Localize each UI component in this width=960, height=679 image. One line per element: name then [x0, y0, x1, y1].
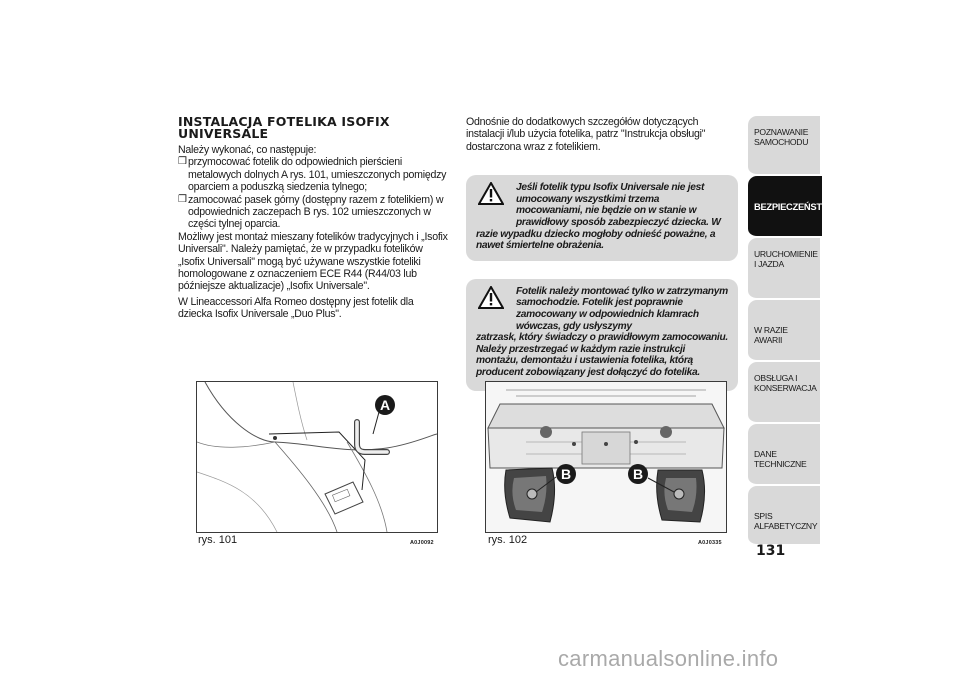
tab-label: OBSŁUGA I KONSERWACJA [754, 373, 817, 393]
figure-102-code: A0J0335 [698, 540, 722, 546]
checkbox-bullet-icon: ❒ [178, 193, 187, 205]
warning-box [466, 279, 738, 391]
tether-anchors-illustration [486, 382, 726, 532]
figure-102-caption: rys. 102 [488, 534, 528, 546]
tab-label: W RAZIE AWARII [754, 325, 788, 345]
paragraph: W Lineaccessori Alfa Romeo dostępny jest fotelik dla dziecka Isofix Universale „Duo Plus". [178, 295, 414, 321]
left-column [178, 116, 450, 321]
section-title [178, 116, 450, 140]
figure-101-caption: rys. 101 [198, 534, 238, 546]
tab-w-razie-awarii[interactable] [748, 300, 820, 362]
tab-label: SPIS ALFABETYCZNY [754, 511, 818, 531]
page-number: 131 [756, 543, 786, 559]
warning-text-head: Jeśli fotelik typu Isofix Universale nie jest umocowany wszystkimi trzema mocowaniami, nie będzie on w stanie w prawidłowy sposób zabezpieczyć dziecka. W [516, 182, 721, 228]
warning-text [476, 182, 728, 252]
tab-spis-alfabetyczny[interactable] [748, 486, 820, 546]
bullet-item [178, 156, 450, 193]
watermark: carmanualsonline.info [558, 646, 779, 671]
bullet-text: przymocować fotelik do odpowiednich pierścieni metalowych dolnych A rys. 101, umieszczonych pomiędzy oparciem a poduszką siedzenia tylnego; [188, 156, 447, 194]
marker-a-label: A [379, 397, 391, 413]
warning-triangle-icon [478, 286, 504, 309]
tab-poznawanie-samochodu[interactable] [748, 116, 820, 176]
bullet-item [178, 194, 450, 231]
intro-text: Odnośnie do dodatkowych szczegółów dotyczących instalacji i/lub użycia fotelika, patrz "Instrukcja obsługi" dostarczona wraz z fotelikiem. [466, 116, 706, 153]
section-title-line2: UNIVERSALE [178, 126, 269, 141]
intro-text: Należy wykonać, co następuje: [178, 144, 317, 156]
figure-101-code: A0J0092 [410, 540, 434, 546]
warning-text-tail: zatrzask, który świadczy o prawidłowym zamocowaniu. Należy przestrzegać w każdym razie instrukcji montażu, demontażu i ustawienia fotelika, którą producent zobowiązany jest dołączyć do fotelika. [476, 332, 728, 378]
paragraph: Możliwy jest montaż mieszany fotelików tradycyjnych i „Isofix Universali". Należy pamiętać, że w przypadku fotelików „Isofix Universali" mogą być używane wszystkie foteliki homologowane z oznaczeniem ECE R44 (R44/03 lub późniejsze aktualizacje) „Isofix Universale". [178, 230, 448, 293]
bullet-text: zamocować pasek górny (dostępny razem z fotelikiem) w odpowiednich zaczepach B rys. 102 umieszczonych w części tylnej oparcia. [188, 193, 444, 231]
tab-bezpieczenstwo[interactable] [748, 176, 838, 238]
tab-uruchomienie-i-jazda[interactable] [748, 238, 820, 300]
tab-obsluga-i-konserwacja[interactable] [748, 362, 820, 424]
warning-text-tail: razie wypadku dziecko mogłoby odnieść poważne, a nawet śmiertelne obrażenia. [476, 228, 716, 252]
warning-triangle-icon [478, 182, 504, 205]
figure-102-top-tether-anchors [485, 381, 727, 533]
isofix-ring-illustration [197, 382, 437, 532]
right-column [466, 116, 738, 391]
warning-text-head: Fotelik należy montować tylko w zatrzymanym samochodzie. Fotelik jest poprawnie zamocowany w odpowiednich klamrach wówczas, gdy usłyszymy [516, 285, 728, 332]
tab-label: DANE TECHNICZNE [754, 449, 807, 469]
tab-label: URUCHOMIENIE I JAZDA [754, 249, 818, 269]
marker-b1-label: B [560, 466, 572, 482]
section-title-line1: INSTALACJA FOTELIKA ISOFIX [178, 114, 390, 129]
warning-text [476, 286, 728, 379]
figure-101-isofix-ring [196, 381, 438, 533]
tab-dane-techniczne[interactable] [748, 424, 820, 486]
marker-b2-label: B [632, 466, 644, 482]
tab-label: BEZPIECZEŃSTWO [754, 201, 838, 212]
warning-box [466, 175, 738, 261]
tab-label: POZNAWANIE SAMOCHODU [754, 127, 809, 147]
checkbox-bullet-icon: ❒ [178, 156, 187, 168]
